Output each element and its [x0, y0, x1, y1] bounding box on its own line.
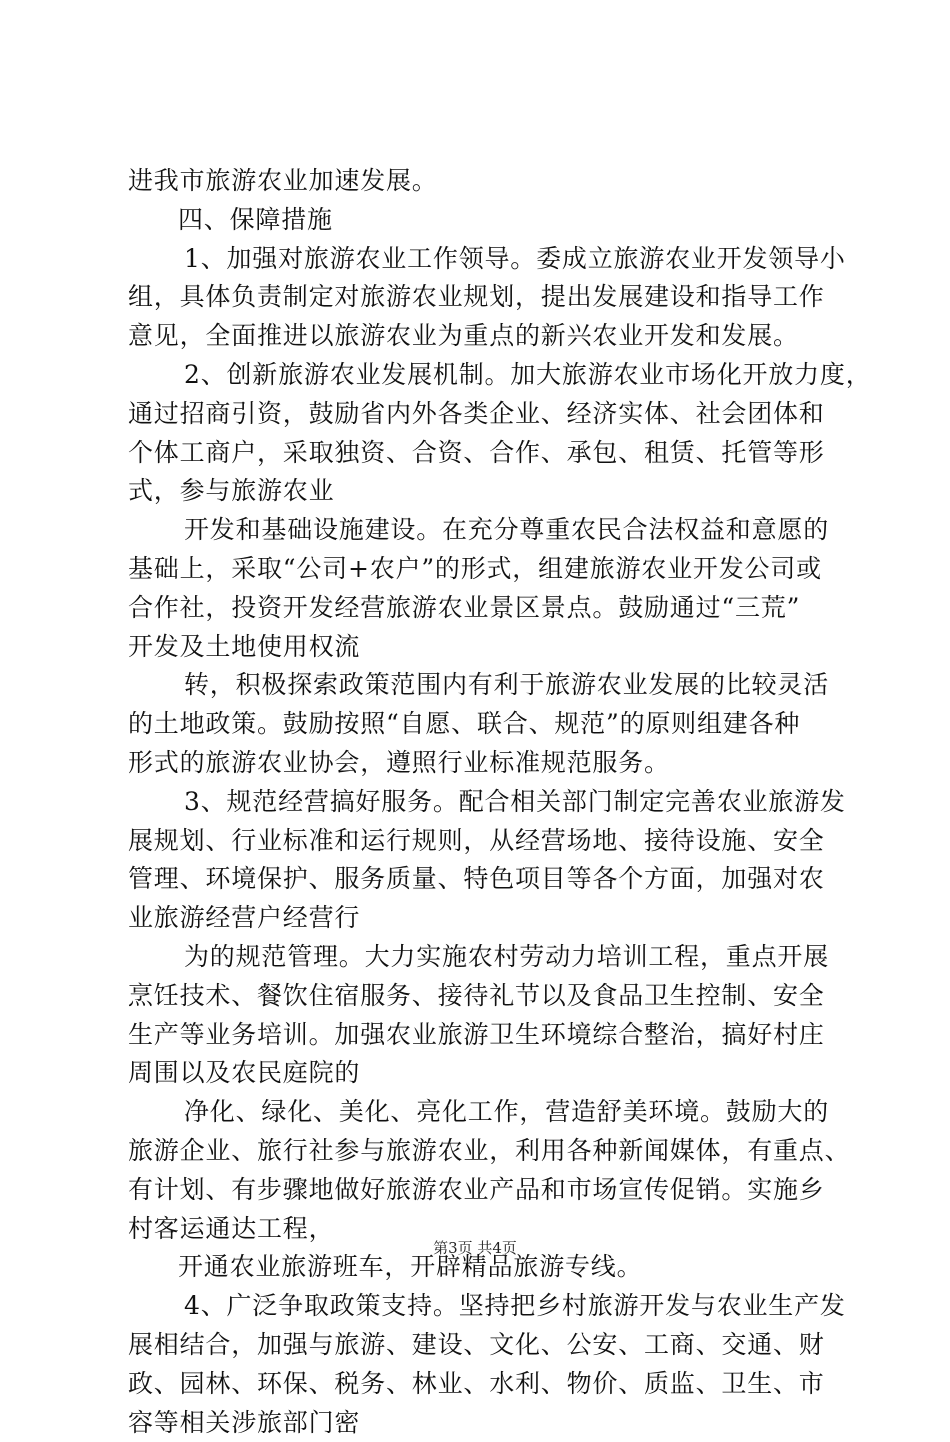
text-line: 意见，全面推进以旅游农业为重点的新兴农业开发和发展。	[128, 317, 828, 356]
text-line: 合作社，投资开发经营旅游农业景区景点。鼓励通过“三荒”	[128, 589, 828, 628]
text-line: 净化、绿化、美化、亮化工作，营造舒美环境。鼓励大的	[128, 1093, 828, 1132]
text-line: 容等相关涉旅部门密	[128, 1404, 828, 1442]
text-line: 开发和基础设施建设。在充分尊重农民合法权益和意愿的	[128, 511, 828, 550]
text-line: 基础上，采取“公司+农户”的形式，组建旅游农业开发公司或	[128, 550, 828, 589]
text-line: 有计划、有步骤地做好旅游农业产品和市场宣传促销。实施乡	[128, 1171, 828, 1210]
text-line: 为的规范管理。大力实施农村劳动力培训工程，重点开展	[128, 938, 828, 977]
text-line: 展相结合，加强与旅游、建设、文化、公安、工商、交通、财	[128, 1326, 828, 1365]
text-line: 4、广泛争取政策支持。坚持把乡村旅游开发与农业生产发	[128, 1287, 828, 1326]
text-line: 旅游企业、旅行社参与旅游农业，利用各种新闻媒体，有重点、	[128, 1132, 828, 1171]
text-line: 的土地政策。鼓励按照“自愿、联合、规范”的原则组建各种	[128, 705, 828, 744]
text-line: 3、规范经营搞好服务。配合相关部门制定完善农业旅游发	[128, 783, 828, 822]
text-line: 政、园林、环保、税务、林业、水利、物价、质监、卫生、市	[128, 1365, 828, 1404]
text-line: 周围以及农民庭院的	[128, 1054, 828, 1093]
text-line: 形式的旅游农业协会，遵照行业标准规范服务。	[128, 744, 828, 783]
text-line: 2、创新旅游农业发展机制。加大旅游农业市场化开放力度，	[128, 356, 828, 395]
text-line: 组，具体负责制定对旅游农业规划，提出发展建设和指导工作	[128, 278, 828, 317]
text-line: 管理、环境保护、服务质量、特色项目等各个方面，加强对农	[128, 860, 828, 899]
text-line: 式，参与旅游农业	[128, 472, 828, 511]
text-line: 转，积极探索政策范围内有利于旅游农业发展的比较灵活	[128, 666, 828, 705]
text-line: 1、加强对旅游农业工作领导。委成立旅游农业开发领导小	[128, 240, 828, 279]
text-line: 村客运通达工程，	[128, 1210, 828, 1249]
text-line: 开通农业旅游班车，开辟精品旅游专线。	[128, 1248, 828, 1287]
text-line: 生产等业务培训。加强农业旅游卫生环境综合整治，搞好村庄	[128, 1016, 828, 1055]
text-line: 展规划、行业标准和运行规则，从经营场地、接待设施、安全	[128, 822, 828, 861]
text-line: 烹饪技术、餐饮住宿服务、接待礼节以及食品卫生控制、安全	[128, 977, 828, 1016]
text-line: 开发及土地使用权流	[128, 628, 828, 667]
section-heading: 四、保障措施	[128, 201, 828, 240]
text-line: 个体工商户，采取独资、合资、合作、承包、租赁、托管等形	[128, 434, 828, 473]
text-line: 业旅游经营户经营行	[128, 899, 828, 938]
page-number-footer: 第3页 共4页	[0, 1238, 950, 1258]
text-line: 通过招商引资，鼓励省内外各类企业、经济实体、社会团体和	[128, 395, 828, 434]
text-line: 进我市旅游农业加速发展。	[128, 162, 828, 201]
